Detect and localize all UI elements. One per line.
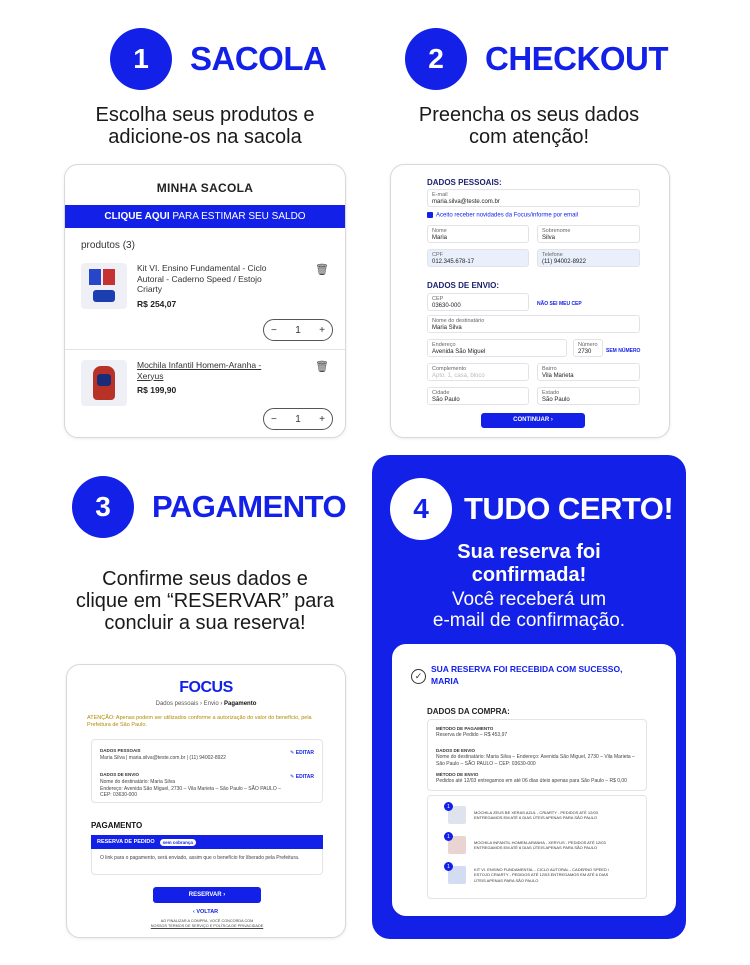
cpf-field[interactable]: CPF 012.345.678-17 xyxy=(427,249,529,267)
purchase-data-title: DADOS DA COMPRA: xyxy=(427,707,510,716)
desc-line: Escolha seus produtos e xyxy=(95,104,315,126)
trash-icon[interactable]: 🗑 xyxy=(315,361,329,373)
shipping-data-title: DADOS DE ENVIO: xyxy=(427,281,500,290)
edit-shipping-button[interactable]: ✎ EDITAR xyxy=(290,774,314,780)
check-circle-icon: ✓ xyxy=(411,669,426,684)
product-price: R$ 199,90 xyxy=(137,385,177,395)
pay-head: MÉTODO DE PAGAMENTO xyxy=(436,726,494,731)
edit-personal-button[interactable]: ✎ EDITAR xyxy=(290,750,314,756)
step-1-description xyxy=(60,104,350,148)
step-4-header xyxy=(390,478,673,540)
step-1-header xyxy=(110,28,326,90)
back-link[interactable]: ‹ VOLTAR xyxy=(193,909,219,915)
warning-text: ATENÇÃO: Apenas podem ser utilizados conforme a autorização do valor do benefício, pela Prefeitura de São Paulo. xyxy=(87,715,312,728)
desc-line: clique em “RESERVAR” para xyxy=(75,590,335,612)
number-field[interactable]: Número 2730 xyxy=(573,339,603,357)
step-3-header xyxy=(72,476,346,538)
product-thumbnail: 1 xyxy=(448,806,466,824)
quantity-value: 1 xyxy=(295,324,301,336)
quantity-stepper[interactable] xyxy=(263,319,333,341)
product-name[interactable]: Kit VI. Ensino Fundamental - Ciclo Autoral - Caderno Speed / Estojo Criarty xyxy=(137,263,267,294)
success-heading: SUA RESERVA FOI RECEBIDA COM SUCESSO, MARIA xyxy=(431,664,623,686)
pay-text: Reserva de Pedido – R$ 453,97 xyxy=(436,732,508,738)
check-icon xyxy=(427,212,433,218)
no-number-link[interactable]: SEM NÚMERO xyxy=(606,348,641,354)
unknown-cep-link[interactable]: NÃO SEI MEU CEP xyxy=(537,301,582,307)
step-3-description xyxy=(60,568,350,634)
step-2-description xyxy=(388,104,670,148)
confirmation-headline: Sua reserva foi confirmada! xyxy=(457,541,601,586)
quantity-value: 1 xyxy=(295,413,301,425)
step-title: TUDO CERTO! xyxy=(464,491,674,526)
plus-icon[interactable]: + xyxy=(319,324,325,336)
purchased-items xyxy=(427,795,647,899)
payment-card xyxy=(66,664,346,938)
payment-method-option[interactable]: RESERVA DE PEDIDO sem cobrança xyxy=(91,835,323,849)
step-2-header xyxy=(405,28,668,90)
cep-field[interactable]: CEP 03630-000 xyxy=(427,293,529,311)
recipient-field[interactable]: Nome do destinatário Maria Silva xyxy=(427,315,640,333)
bag-title: MINHA SACOLA xyxy=(156,181,254,195)
step-title: CHECKOUT xyxy=(485,40,668,77)
desc-line: concluir a sua reserva! xyxy=(104,612,306,634)
breadcrumb: Dados pessoais › Envio › Pagamento xyxy=(155,701,257,707)
personal-data-title: DADOS PESSOAIS: xyxy=(427,178,502,187)
product-thumbnail: 1 xyxy=(448,866,466,884)
item-text: MOCHILA INFANTIL HOMEM-ARANHA - XERYUS - PEDIDOS ATÉ 12/03 ENTREGAMOS EM ATÉ 6 DIAS ÚTEIS APENAS PARA SÃO PAULO xyxy=(474,839,606,850)
step-number: 3 xyxy=(72,476,134,538)
item-text: KIT VI. ENSINO FUNDAMENTAL - CICLO AUTORAL - CADERNO SPEED / ESTOJO CRIARTY - PEDIDOS ATÉ 12/03 ENTREGAMOS EM ATÉ 6 DIAS ÚTEIS APENAS PARA SÃO PAULO xyxy=(474,866,610,883)
product-thumbnail: 1 xyxy=(448,836,466,854)
confirmation-card xyxy=(392,644,676,916)
trash-icon[interactable]: 🗑 xyxy=(315,264,329,276)
personal-text: Maria Silva | maria.silva@teste.com.br | (11) 94002-8922 xyxy=(100,755,226,761)
delivery-text: Pedidos até 12/03 entregamos em até 06 dias úteis apenas para São Paulo – R$ 0,00 xyxy=(436,778,627,784)
product-count: produtos (3) xyxy=(81,240,135,251)
product-thumbnail xyxy=(81,263,127,309)
desc-line: com atenção! xyxy=(468,126,590,148)
step-title: SACOLA xyxy=(190,40,327,77)
ship-head: DADOS DE ENVIO xyxy=(100,772,140,777)
reserve-button[interactable]: RESERVAR › xyxy=(153,887,261,903)
terms-footer: AO FINALIZAR A COMPRA, VOCÊ CONCORDA COM NOSSOS TERMOS DE SERVIÇO E POLÍTICA DE PRIVACIDADE xyxy=(150,919,264,928)
list-item xyxy=(447,863,614,884)
ship-head: DADOS DE ENVIO xyxy=(436,748,476,753)
ship-text: Nome do destinatário: Maria Silva – Endereço: Avenida São Miguel, 2730 – Vila Marieta – São Paulo – SÃO PAULO – CEP: 03630-000 xyxy=(436,754,635,767)
state-select[interactable]: Estado São Paulo xyxy=(537,387,640,405)
list-item xyxy=(65,257,345,349)
product-name[interactable]: Mochila Infantil Homem-Aranha - Xeryus xyxy=(137,360,262,381)
delivery-head: MÉTODO DE ENVIO xyxy=(436,772,479,777)
minus-icon[interactable]: − xyxy=(271,413,277,425)
name-field[interactable]: Nome Maria xyxy=(427,225,529,243)
product-price: R$ 254,07 xyxy=(137,298,177,309)
list-item xyxy=(65,350,345,436)
focus-logo: FOCUS xyxy=(179,679,233,696)
product-thumbnail xyxy=(81,360,127,406)
continue-button[interactable]: CONTINUAR › xyxy=(481,413,585,428)
checkout-card xyxy=(390,164,670,438)
step-number: 4 xyxy=(390,478,452,540)
estimate-balance-banner[interactable]: CLIQUE AQUI PARA ESTIMAR SEU SALDO xyxy=(65,205,345,228)
address-field[interactable]: Endereço Avenida São Miguel xyxy=(427,339,567,357)
method-text: O link para o pagamento, será enviado, assim que o benefício for liberado pela Prefeitura. xyxy=(100,855,300,861)
payment-method-details xyxy=(91,849,323,875)
purchase-summary xyxy=(427,719,647,791)
bag-card xyxy=(64,164,346,438)
step-title: PAGAMENTO xyxy=(152,489,347,524)
district-field[interactable]: Bairro Vila Marieta xyxy=(537,363,640,381)
surname-field[interactable]: Sobrenome Silva xyxy=(537,225,640,243)
summary-box xyxy=(91,739,323,803)
email-field[interactable]: E-mail maria.silva@teste.com.br xyxy=(427,189,640,207)
plus-icon[interactable]: + xyxy=(319,413,325,425)
item-text: MOCHILA ZEUS BE XERAS AZUL - CRIARTY - PEDIDOS ATÉ 12/03 ENTREGAMOS EM ATÉ 6 DIAS ÚTEIS APENAS PARA SÃO PAULO xyxy=(474,809,598,820)
personal-head: DADOS PESSOAIS xyxy=(100,748,141,753)
city-field[interactable]: Cidade São Paulo xyxy=(427,387,529,405)
ship-text: Nome do destinatário: Maria Silva Endereço: Avenida São Miguel, 2730 – Vila Marieta – São Paulo – SÃO PAULO – CEP: 03630-000 xyxy=(100,779,281,798)
quantity-stepper[interactable] xyxy=(263,408,333,430)
confirmation-subtitle: Você receberá um e-mail de confirmação. xyxy=(432,589,626,631)
phone-field[interactable]: Telefone (11) 94002-8922 xyxy=(537,249,640,267)
complement-field[interactable]: Complemento Apto. 1, casa, bloco xyxy=(427,363,529,381)
desc-line: Confirme seus dados e xyxy=(102,568,308,590)
step-number: 2 xyxy=(405,28,467,90)
desc-line: Preencha os seus dados xyxy=(418,104,640,126)
list-item xyxy=(447,803,614,824)
desc-line: adicione-os na sacola xyxy=(108,126,302,148)
newsletter-checkbox[interactable]: Aceito receber novidades da Focus/informe por email xyxy=(427,212,578,219)
minus-icon[interactable]: − xyxy=(271,324,277,336)
payment-title: PAGAMENTO xyxy=(91,821,143,830)
list-item xyxy=(447,833,614,854)
step-number: 1 xyxy=(110,28,172,90)
